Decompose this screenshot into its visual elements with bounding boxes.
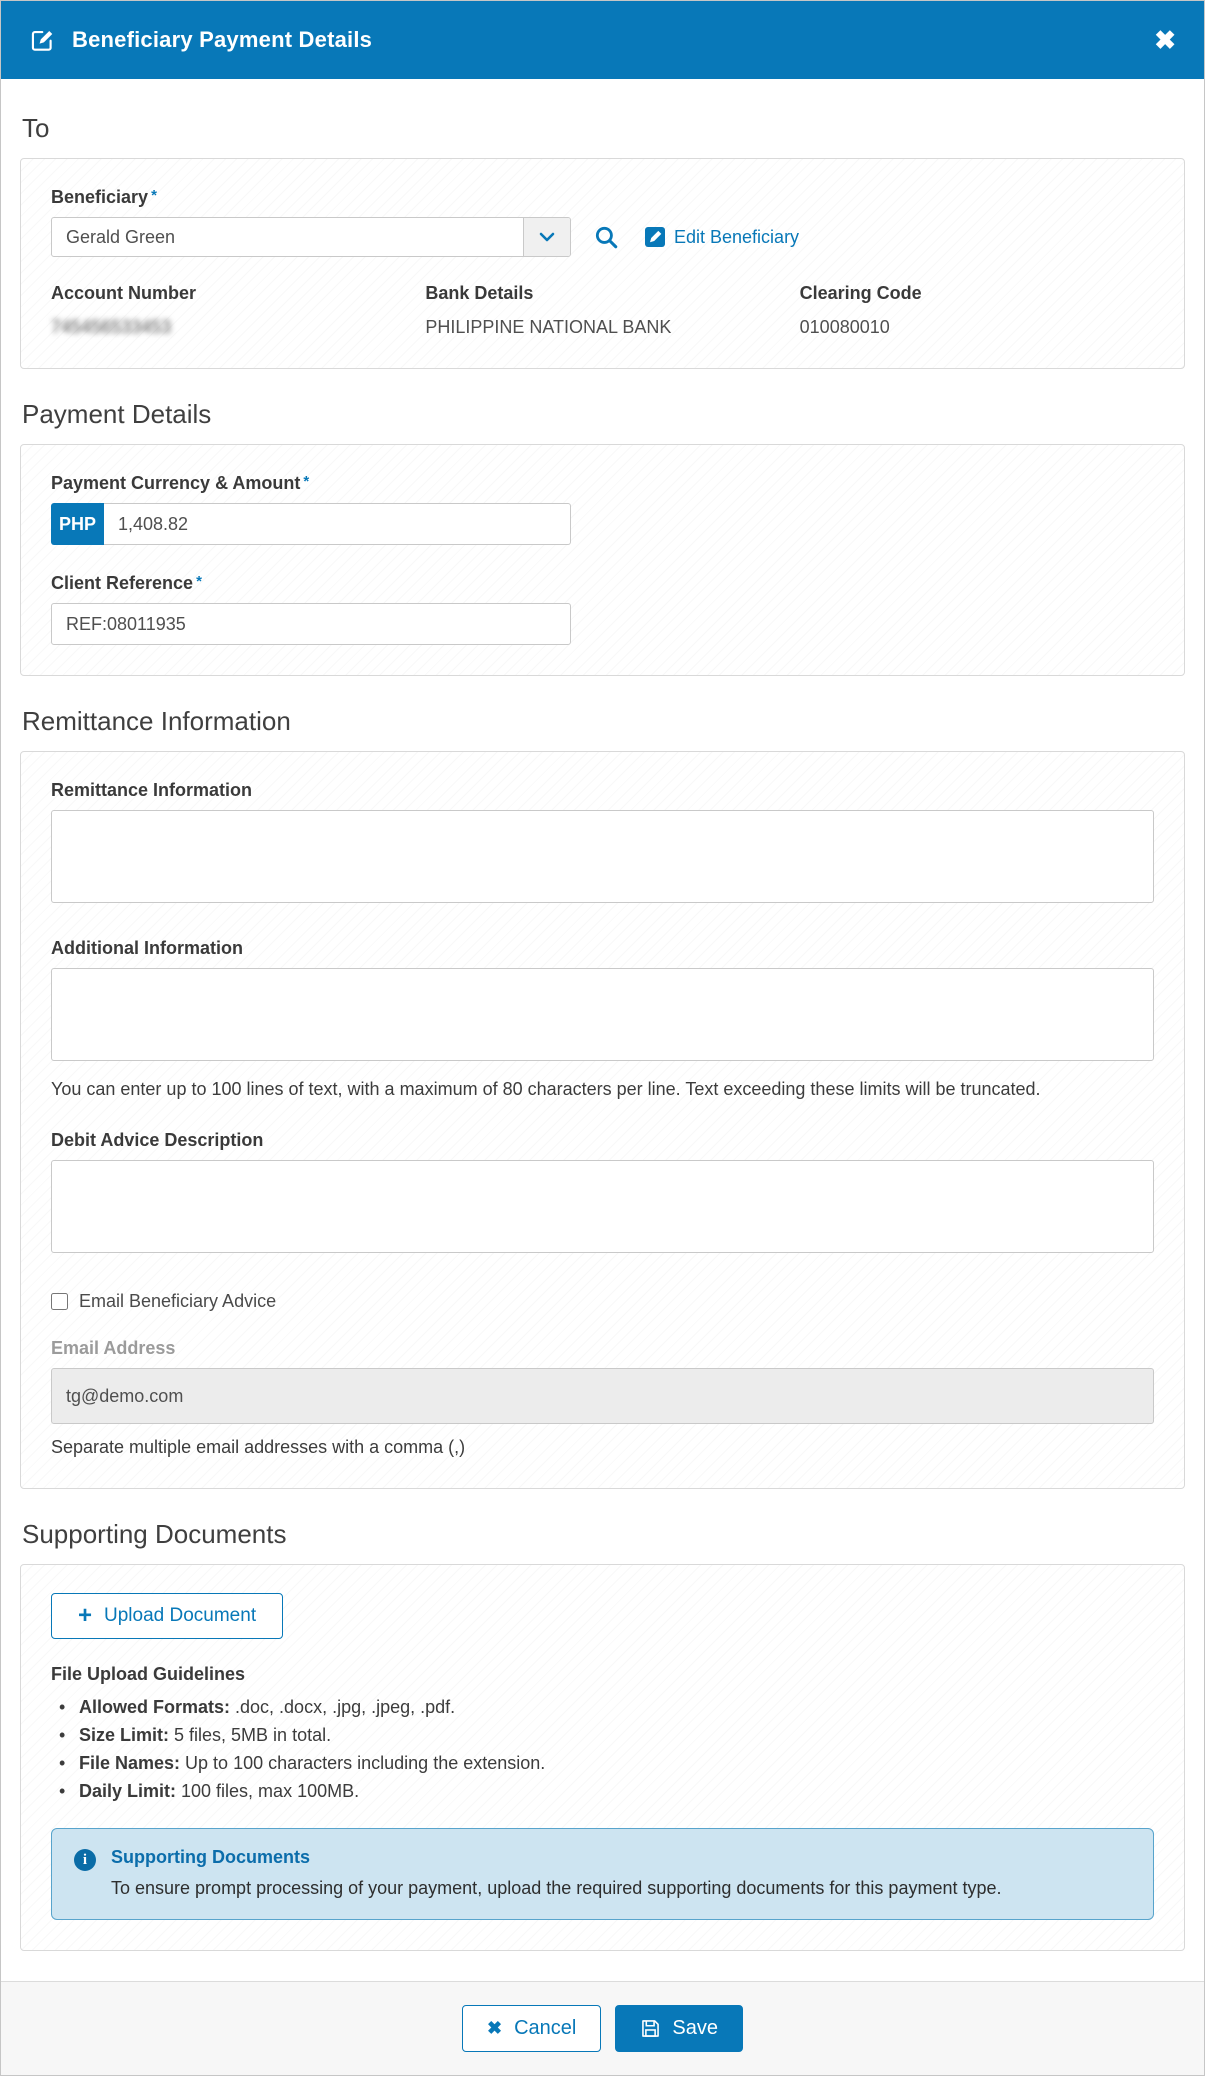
email-address-label: Email Address [51, 1338, 176, 1358]
info-icon: i [74, 1849, 96, 1871]
alert-text: To ensure prompt processing of your payment, upload the required supporting documents for this payment type. [111, 1878, 1002, 1898]
remittance-section-heading: Remittance Information [22, 706, 291, 736]
email-beneficiary-advice-checkbox[interactable] [51, 1293, 68, 1310]
modal-footer [1, 1981, 1204, 2075]
plus-icon: + [78, 1602, 93, 1629]
upload-document-button[interactable] [51, 1593, 283, 1639]
bank-details-label: Bank Details [425, 283, 534, 303]
additional-info-textarea[interactable] [51, 968, 1154, 1061]
beneficiary-select[interactable] [51, 217, 571, 257]
account-number-value: 745456533453 [51, 317, 172, 337]
guideline-size-limit: • Size Limit: 5 files, 5MB in total. [51, 1725, 1154, 1746]
currency-amount-label: Payment Currency & Amount * [51, 473, 310, 493]
alert-title: Supporting Documents [111, 1847, 310, 1867]
currency-badge: PHP [51, 503, 104, 545]
modal-header [1, 1, 1204, 79]
edit-beneficiary-label: Edit Beneficiary [674, 226, 800, 247]
debit-advice-textarea[interactable] [51, 1160, 1154, 1253]
remittance-card [20, 751, 1185, 1489]
payment-details-card [20, 444, 1185, 676]
beneficiary-selected-value: Gerald Green [66, 226, 176, 247]
debit-advice-label: Debit Advice Description [51, 1130, 264, 1150]
remittance-info-textarea[interactable] [51, 810, 1154, 903]
save-floppy-icon [640, 2018, 661, 2039]
cancel-button[interactable] [462, 2005, 601, 2052]
file-upload-guidelines-list [51, 1697, 1154, 1802]
required-asterisk: * [151, 187, 157, 204]
save-label: Save [672, 2017, 718, 2039]
edit-beneficiary-link[interactable] [645, 227, 799, 248]
additional-info-helper: You can enter up to 100 lines of text, with a maximum of 80 characters per line. Text exceeding these limits will be truncated. [51, 1079, 1041, 1099]
clearing-code-label: Clearing Code [799, 283, 922, 303]
clearing-code-value: 010080010 [799, 317, 890, 337]
beneficiary-details [51, 283, 1154, 338]
required-asterisk: * [303, 473, 310, 490]
email-address-helper: Separate multiple email addresses with a comma (,) [51, 1437, 466, 1457]
cancel-x-icon: ✖ [487, 2018, 503, 2038]
account-number-block [51, 283, 405, 338]
additional-info-label: Additional Information [51, 938, 243, 958]
clearing-code-block [800, 283, 1154, 338]
supporting-documents-alert [51, 1828, 1154, 1920]
beneficiary-card [20, 158, 1185, 369]
client-reference-label: Client Reference * [51, 573, 202, 593]
beneficiary-label: Beneficiary * [51, 187, 157, 207]
payment-details-heading: Payment Details [22, 399, 212, 429]
bank-details-value: PHILIPPINE NATIONAL BANK [425, 317, 672, 337]
remittance-info-label: Remittance Information [51, 780, 253, 800]
amount-input[interactable]: 1,408.82 [104, 503, 571, 545]
guideline-daily-limit: • Daily Limit: 100 files, max 100MB. [51, 1781, 1154, 1802]
edit-beneficiary-icon [645, 227, 665, 247]
client-reference-input[interactable]: REF:08011935 [51, 603, 571, 645]
modal-body [1, 79, 1204, 1981]
required-asterisk: * [196, 573, 202, 590]
supporting-documents-heading: Supporting Documents [22, 1519, 287, 1549]
close-icon[interactable]: ✖ [1154, 25, 1176, 55]
edit-pencil-square-icon [29, 27, 56, 54]
upload-document-label: Upload Document [104, 1605, 257, 1626]
modal-title: Beneficiary Payment Details [72, 27, 373, 52]
account-number-label: Account Number [51, 283, 197, 303]
supporting-documents-card [20, 1564, 1185, 1951]
guideline-file-names: • File Names: Up to 100 characters including the extension. [51, 1753, 1154, 1774]
bank-details-block [425, 283, 779, 338]
search-icon[interactable] [593, 224, 619, 250]
save-button[interactable] [615, 2005, 743, 2052]
to-section-heading: To [22, 113, 50, 143]
chevron-down-icon[interactable] [523, 218, 570, 256]
file-upload-guidelines-title: File Upload Guidelines [51, 1664, 246, 1684]
email-address-input[interactable]: tg@demo.com [51, 1368, 1154, 1424]
email-beneficiary-advice-label[interactable]: Email Beneficiary Advice [79, 1291, 277, 1311]
cancel-label: Cancel [514, 2017, 577, 2039]
guideline-allowed-formats: • Allowed Formats: .doc, .docx, .jpg, .jpeg, .pdf. [51, 1697, 1154, 1718]
